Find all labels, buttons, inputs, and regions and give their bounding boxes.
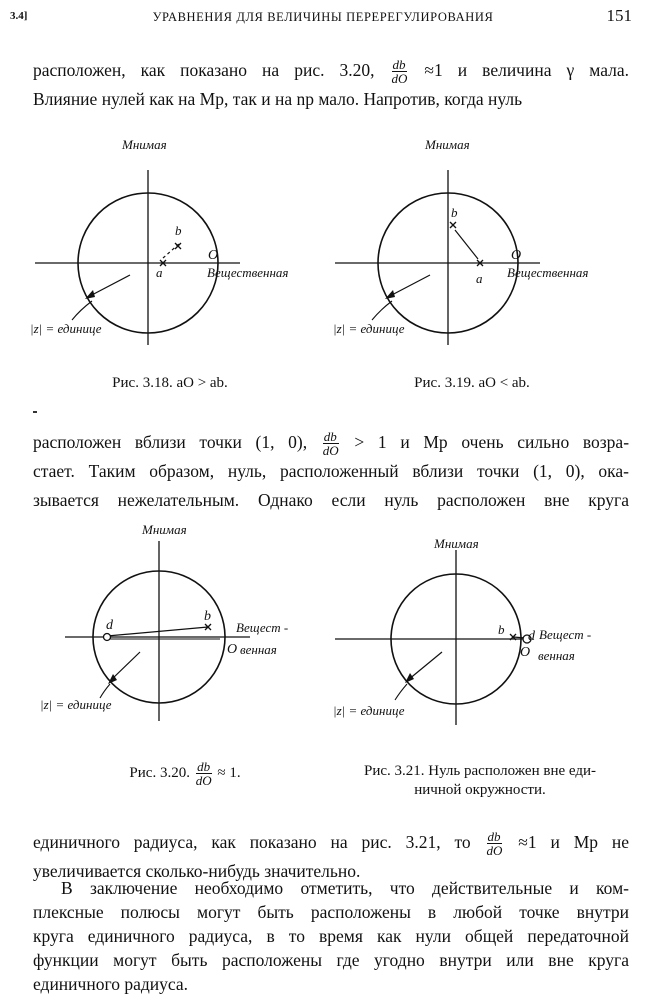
origin-label: O [520,645,531,660]
fraction-db-dO: $\frac{db}{dO}$ [195,759,212,788]
unit-magnitude-label: |z| = единице [333,321,405,336]
label-a: a [476,271,483,286]
origin-label: O [227,642,238,657]
caption-3-20: Рис. 3.20. $\frac{db}{dO}$ ≈ 1. [129,759,241,788]
fraction-db-dO: $\frac{db}{dO}$ [391,57,408,87]
radius-arrow [408,652,442,680]
paragraph-line: плексные полюсы могут быть расположены в любой точке внутри [33,902,629,922]
running-header [0,6,646,26]
unit-magnitude-label: |z| = единице [30,321,102,336]
paragraph-line: стает. Таким образом, нуль, расположенный вблизи точки (1, 0), ока- [33,461,629,481]
unit-magnitude-label: |z| = единице [40,697,112,712]
imaginary-label: Мнимая [122,137,167,152]
label-d: d [106,618,113,633]
fraction-db-dO: $\frac{db}{dO}$ [322,429,339,459]
label-b: b [498,622,505,637]
fraction-db-dO: $\frac{db}{dO}$ [486,829,503,859]
segment-db [107,627,208,636]
figure-3-20 [40,516,310,726]
label-a: a [156,265,163,280]
imaginary-label: Мнимая [142,522,187,537]
chapter-title: УРАВНЕНИЯ ДЛЯ ВЕЛИЧИНЫ ПЕРЕРЕГУЛИРОВАНИЯ [152,10,494,24]
stray-mark [33,411,37,413]
imaginary-label: Мнимая [425,137,470,152]
label-b: b [451,205,458,220]
radius-arrow [388,275,430,297]
zero-marker-d [104,634,111,641]
caption-3-18: Рис. 3.18. aO > ab. [112,375,228,391]
segment-ab [455,230,478,259]
leader-line [72,301,92,320]
label-d: d [528,629,535,644]
radius-arrow [88,275,130,297]
real-label: Вещественная [207,265,289,280]
caption-3-21: Рис. 3.21. Нуль расположен вне еди- ничной окружности. [363,763,597,798]
point-marker-b [450,222,456,228]
paragraph-line: расположен вблизи точки (1, 0), $\frac{db}{dO}$ > 1 и Mp очень сильно возра- [33,429,630,459]
imaginary-label: Мнимая [434,536,479,551]
figure-3-21 [330,530,630,730]
caption-3-19: Рис. 3.19. aO < ab. [414,375,530,391]
paragraph-line: зывается нежелательным. Однако если нуль расположен вне круга [33,490,629,510]
section-number: 3.4] [10,10,28,22]
paragraph-1 [33,56,629,114]
point-marker-b [175,243,181,249]
label-b: b [175,223,182,238]
leader-line [372,301,392,320]
unit-magnitude-label: |z| = единице [333,703,405,718]
real-label: венная [538,648,575,663]
origin-label: O [511,248,522,263]
arrowhead [85,290,95,299]
figure-3-18 [30,135,320,350]
paragraph-line: единичного радиуса. [33,974,188,994]
paragraph-line: В заключение необходимо отметить, что действительные и ком- [61,878,629,898]
label-b: b [204,609,211,624]
origin-label: O [208,248,219,263]
leader-line [395,684,407,700]
leader-line [100,684,110,698]
real-label: Вещест - [236,620,289,635]
paragraph-line: круга единичного радиуса, в то время как нули общей передаточной [33,926,629,946]
figure-3-19 [330,135,620,350]
paragraph-4 [33,876,629,996]
arrowhead [405,673,414,683]
page-number: 151 [606,6,632,25]
paragraph-line: увеличивается сколько-нибудь значительно. [33,861,361,881]
real-label: Вещест - [539,627,592,642]
real-label: Вещественная [507,265,589,280]
real-label: венная [240,642,277,657]
paragraph-2 [33,428,629,515]
arrowhead [385,290,395,299]
paragraph-line: единичного радиуса, как показано на рис. 3.21, то $\frac{db}{dO}$ ≈1 и Mp не [33,829,630,859]
paragraph-line: Влияние нулей как на Mp, так и на np мало. Напротив, когда нуль [33,89,523,109]
paragraph-line: функции могут быть расположены где угодно внутри или вне круга [33,950,629,970]
paragraph-line: расположен, как показано на рис. 3.20, $\frac{db}{dO}$ ≈1 и величина γ мала. [33,57,629,87]
